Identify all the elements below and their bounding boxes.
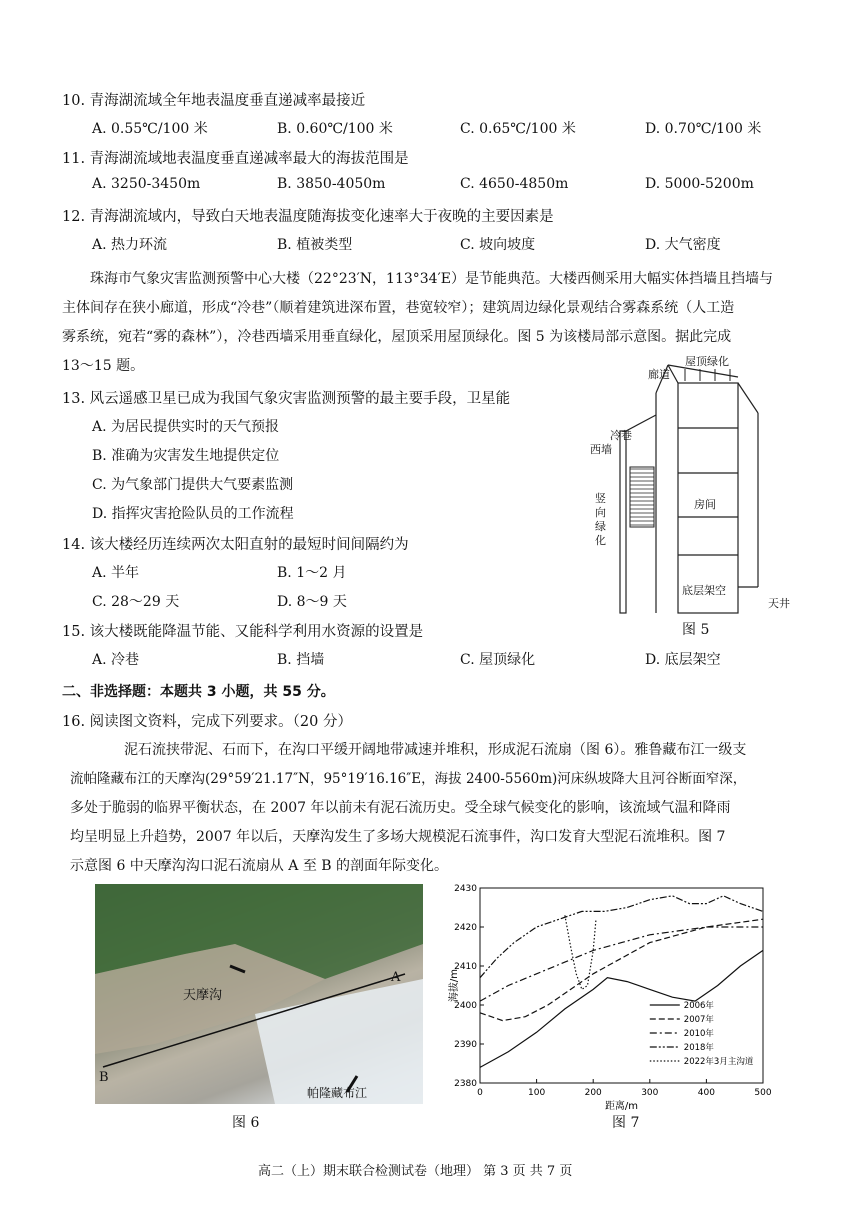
question-13-stem: 13. 风云遥感卫星已成为我国气象灾害监测预警的最主要手段，卫星能 — [62, 391, 511, 407]
figure-6-photo — [95, 884, 423, 1104]
x-tick-label: 100 — [528, 1088, 546, 1098]
label-vertical-greening-2: 向 — [595, 506, 606, 519]
x-tick-label: 400 — [697, 1088, 715, 1098]
figure-6-caption: 图 6 — [232, 1115, 260, 1131]
q16-line: 多处于脆弱的临界平衡状态，在 2007 年以前未有泥石流历史。受全球气候变化的影响，该流域气温和降雨 — [70, 800, 731, 816]
q12-option-b: B. 植被类型 — [277, 237, 353, 253]
x-tick-label: 500 — [754, 1088, 772, 1098]
series-line-3 — [480, 896, 763, 978]
plot-frame — [480, 888, 763, 1083]
label-vertical-greening-1: 竖 — [595, 492, 606, 505]
q13-option-b: B. 准确为灾害发生地提供定位 — [92, 448, 280, 464]
series-line-0 — [480, 950, 763, 1067]
y-tick-label: 2420 — [454, 923, 477, 933]
y-tick-label: 2380 — [454, 1079, 477, 1089]
q14-option-c: C. 28～29 天 — [92, 594, 180, 610]
q14-option-a: A. 半年 — [92, 565, 140, 581]
question-16-stem: 16. 阅读图文资料，完成下列要求。（20 分） — [62, 714, 352, 730]
label-roof-greening: 屋顶绿化 — [685, 355, 729, 368]
q10-option-c: C. 0.65℃/100 米 — [460, 121, 576, 137]
q11-option-d: D. 5000-5200m — [645, 176, 754, 192]
passage-1-line: 雾系统，宛若“雾的森林”），冷巷西墙采用垂直绿化，屋顶采用屋顶绿化。图 5 为该楼局部示意图。据此完成 — [62, 329, 732, 345]
y-tick-label: 2410 — [454, 962, 477, 972]
q13-option-d: D. 指挥灾害抢险队员的工作流程 — [92, 506, 294, 522]
label-palong-river: 帕隆藏布江 — [307, 1086, 368, 1100]
series-line-2 — [480, 927, 763, 1001]
question-12-stem: 12. 青海湖流域内，导致白天地表温度随海拔变化速率大于夜晚的主要因素是 — [62, 209, 554, 225]
label-point-b: B — [99, 1070, 109, 1085]
legend-label: 2007年 — [683, 1015, 714, 1025]
y-tick-label: 2390 — [454, 1040, 477, 1050]
legend-label: 2022年3月主沟道 — [683, 1057, 754, 1067]
series-line-1 — [480, 919, 763, 1020]
y-tick-label: 2400 — [454, 1001, 477, 1011]
x-tick-label: 0 — [477, 1088, 483, 1098]
legend-label: 2018年 — [683, 1043, 714, 1053]
q12-option-c: C. 坡向坡度 — [460, 237, 536, 253]
label-vertical-greening-4: 化 — [595, 534, 606, 547]
figure-6-overlay — [95, 884, 423, 1104]
label-vertical-greening-3: 绿 — [595, 520, 606, 533]
q11-option-a: A. 3250-3450m — [92, 176, 201, 192]
x-tick-label: 300 — [641, 1088, 659, 1098]
q14-option-d: D. 8～9 天 — [277, 594, 347, 610]
y-axis-label: 海拔/m — [449, 968, 460, 1003]
q13-option-a: A. 为居民提供实时的天气预报 — [92, 419, 280, 435]
label-cold-lane: 冷巷 — [610, 429, 632, 442]
passage-1-line: 13～15 题。 — [62, 358, 145, 374]
label-ground-floor: 底层架空 — [682, 584, 726, 597]
question-14-stem: 14. 该大楼经历连续两次太阳直射的最短时间间隔约为 — [62, 537, 409, 553]
figure-7-caption: 图 7 — [612, 1115, 640, 1131]
q15-option-a: A. 冷巷 — [92, 652, 140, 668]
q11-option-b: B. 3850-4050m — [277, 176, 386, 192]
legend-label: 2006年 — [683, 1001, 714, 1011]
q16-line: 均呈明显上升趋势，2007 年以后，天摩沟发生了多场大规模泥石流事件，沟口发育大型泥石流堆积。图 7 — [70, 829, 726, 845]
q16-passage — [62, 736, 807, 881]
x-tick-label: 200 — [584, 1088, 602, 1098]
q11-option-c: C. 4650-4850m — [460, 176, 569, 192]
question-11-stem: 11. 青海湖流域地表温度垂直递减率最大的海拔范围是 — [62, 151, 409, 167]
west-wall — [620, 431, 626, 613]
page-footer: 高二（上）期末联合检测试卷（地理） 第 3 页 共 7 页 — [258, 1164, 573, 1179]
q10-option-a: A. 0.55℃/100 米 — [92, 121, 208, 137]
q10-option-b: B. 0.60℃/100 米 — [277, 121, 393, 137]
q15-option-d: D. 底层架空 — [645, 652, 721, 668]
q12-option-a: A. 热力环流 — [92, 237, 168, 253]
label-atrium: 天井 — [768, 597, 790, 610]
figure-5-building-diagram — [590, 355, 810, 615]
question-10-stem: 10. 青海湖流域全年地表温度垂直递减率最接近 — [62, 93, 366, 109]
series-line-4 — [565, 915, 596, 989]
label-room: 房间 — [694, 498, 716, 511]
q16-line: 示意图 6 中天摩沟沟口泥石流扇从 A 至 B 的剖面年际变化。 — [70, 858, 449, 874]
label-west-wall: 西墙 — [590, 443, 612, 456]
question-15-stem: 15. 该大楼既能降温节能、又能科学利用水资源的设置是 — [62, 624, 424, 640]
q10-option-d: D. 0.70℃/100 米 — [645, 121, 762, 137]
q16-line: 流帕隆藏布江的天摩沟(29°59′21.17″N，95°19′16.16″E，海拔 2400-5560m)河床纵坡降大且河谷断面窄深， — [70, 771, 747, 787]
label-point-a: A — [391, 970, 401, 985]
q14-option-b: B. 1～2 月 — [277, 565, 347, 581]
q13-option-c: C. 为气象部门提供大气要素监测 — [92, 477, 294, 493]
label-tianmo-gully: 天摩沟 — [183, 988, 223, 1003]
q15-option-b: B. 挡墙 — [277, 652, 325, 668]
x-axis-label: 距离/m — [604, 1101, 639, 1112]
section-2-heading: 二、非选择题：本题共 3 小题，共 55 分。 — [62, 684, 335, 700]
q15-option-c: C. 屋顶绿化 — [460, 652, 536, 668]
figure-7-profile-chart — [445, 878, 775, 1113]
passage-1-line: 珠海市气象灾害监测预警中心大楼（22°23′N，113°34′E）是节能典范。大楼西侧采用大幅实体挡墙且挡墙与 — [90, 271, 773, 287]
figure-5-caption: 图 5 — [682, 622, 710, 638]
passage-1-line: 主体间存在狭小廊道，形成“冷巷”（顺着建筑进深布置，巷宽较窄）；建筑周边绿化景观结合雾森系统（人工造 — [62, 300, 735, 316]
y-tick-label: 2430 — [454, 884, 477, 894]
legend-label: 2010年 — [683, 1029, 714, 1039]
q16-line: 泥石流挟带泥、石而下，在沟口平缓开阔地带减速并堆积，形成泥石流扇（图 6）。雅鲁藏布江一级支 — [124, 742, 747, 758]
label-corridor: 廊道 — [648, 368, 670, 381]
q12-option-d: D. 大气密度 — [645, 237, 721, 253]
